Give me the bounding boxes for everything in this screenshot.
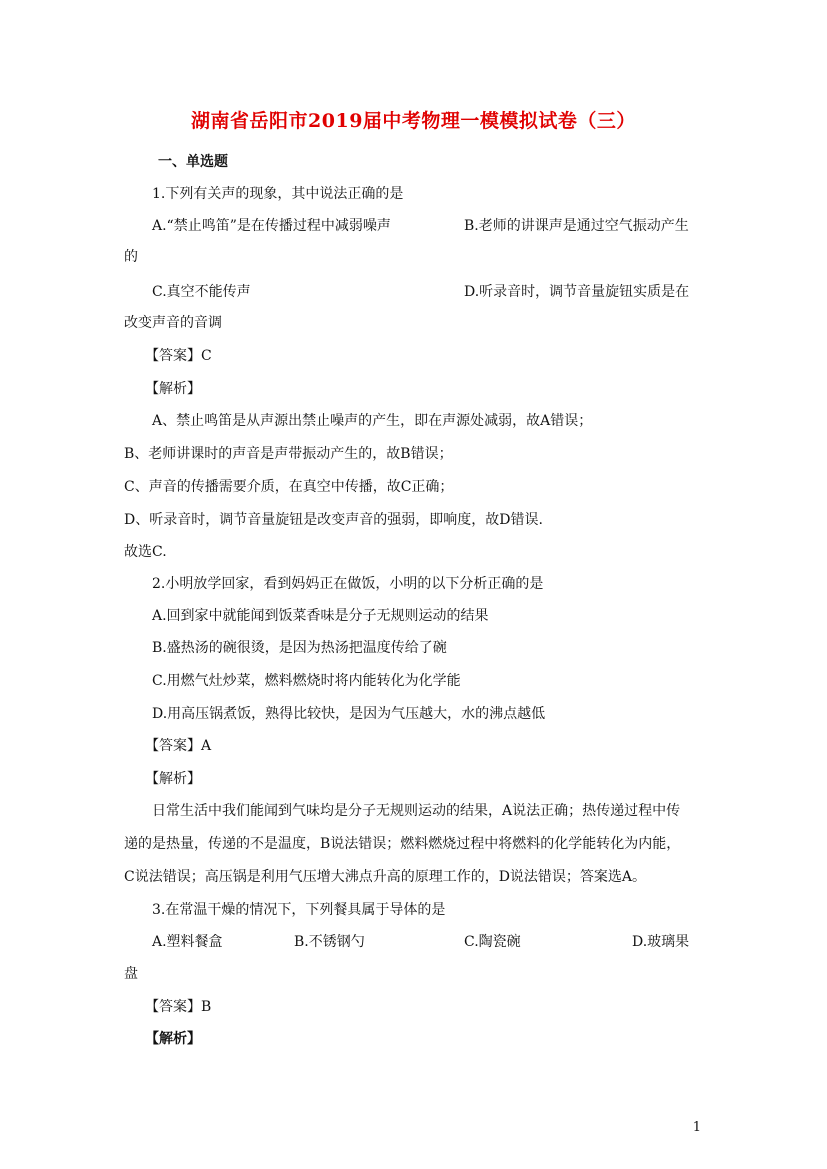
question-3-option-a: A.塑料餐盒 xyxy=(152,934,223,950)
question-3-stem: 3.在常温干燥的情况下，下列餐具属于导体的是 xyxy=(152,902,446,918)
question-3-option-b: B.不锈钢勺 xyxy=(294,934,365,950)
question-2-option-c: C.用燃气灶炒菜，燃料燃烧时将内能转化为化学能 xyxy=(152,673,461,689)
question-1-answer: 【答案】C xyxy=(145,348,212,364)
question-3-answer: 【答案】B xyxy=(145,999,212,1015)
question-2-option-d: D.用高压锅煮饭，熟得比较快，是因为气压越大，水的沸点越低 xyxy=(152,706,546,722)
question-2-stem: 2.小明放学回家，看到妈妈正在做饭，小明的以下分析正确的是 xyxy=(152,576,544,592)
question-2-answer: 【答案】A xyxy=(145,738,212,754)
question-2-analysis-line: 日常生活中我们能闻到气味均是分子无规则运动的结果，A说法正确；热传递过程中传 xyxy=(152,803,681,819)
question-1-option-a: A.“禁止鸣笛”是在传播过程中减弱噪声 xyxy=(152,218,391,234)
question-3-option-d-cont: 盘 xyxy=(124,966,138,982)
question-1-option-d-cont: 改变声音的音调 xyxy=(124,315,222,331)
question-1-option-c: C.真空不能传声 xyxy=(152,284,251,300)
page-title: 湖南省岳阳市2019届中考物理一模模拟试卷（三） xyxy=(191,110,636,132)
question-1-analysis-line: B、老师讲课时的声音是声带振动产生的，故B错误； xyxy=(124,446,453,462)
question-1-analysis-line: D、听录音时，调节音量旋钮是改变声音的强弱，即响度，故D错误. xyxy=(124,512,543,528)
page-number: 1 xyxy=(692,1120,701,1135)
question-2-analysis-line: C说法错误；高压锅是利用气压增大沸点升高的原理工作的，D说法错误；答案选A。 xyxy=(124,869,647,885)
question-1-conclusion: 故选C. xyxy=(124,544,167,560)
question-1-option-b: B.老师的讲课声是通过空气振动产生 xyxy=(464,218,689,234)
question-3-analysis-label: 【解析】 xyxy=(145,1031,201,1047)
question-3-option-d: D.玻璃果 xyxy=(632,934,690,950)
question-1-option-b-cont: 的 xyxy=(124,249,138,265)
section-heading: 一、单选题 xyxy=(158,154,228,170)
question-2-option-b: B.盛热汤的碗很烫，是因为热汤把温度传给了碗 xyxy=(152,640,447,656)
question-2-analysis-label: 【解析】 xyxy=(145,771,201,787)
question-2-option-a: A.回到家中就能闻到饭菜香味是分子无规则运动的结果 xyxy=(152,608,489,624)
question-1-stem: 1.下列有关声的现象，其中说法正确的是 xyxy=(152,186,404,202)
question-1-analysis-line: A、禁止鸣笛是从声源出禁止噪声的产生，即在声源处减弱，故A错误； xyxy=(152,413,593,429)
question-1-analysis-line: C、声音的传播需要介质，在真空中传播，故C正确； xyxy=(124,479,454,495)
question-2-analysis-line: 递的是热量，传递的不是温度，B说法错误；燃料燃烧过程中将燃料的化学能转化为内能， xyxy=(124,836,681,852)
question-1-analysis-label: 【解析】 xyxy=(145,381,201,397)
question-1-option-d: D.听录音时，调节音量旋钮实质是在 xyxy=(464,284,690,300)
question-3-option-c: C.陶瓷碗 xyxy=(464,934,521,950)
